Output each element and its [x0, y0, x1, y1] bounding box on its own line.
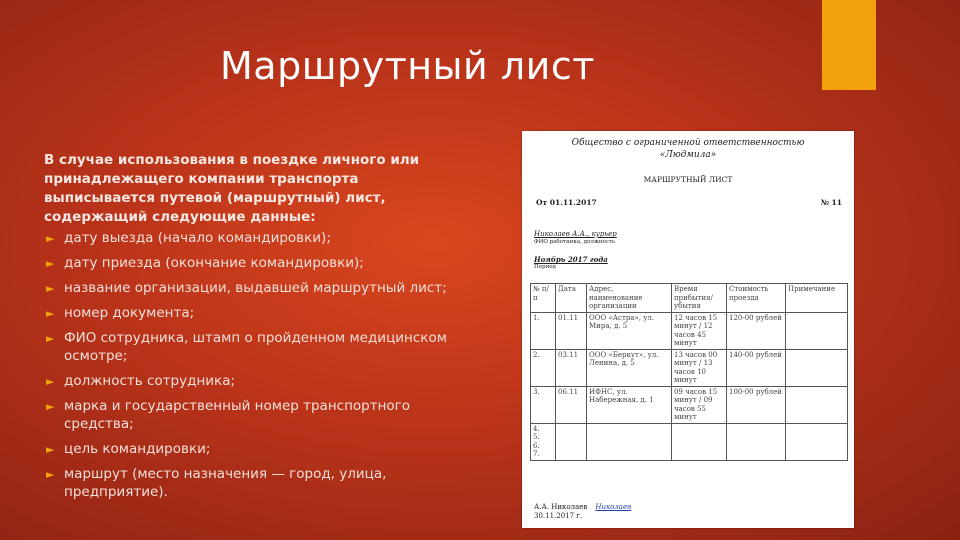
table-cell [587, 423, 672, 460]
table-cell: 06.11 [556, 386, 587, 423]
column-header: Время прибытия/ убытия [672, 284, 727, 313]
table-cell: 09 часов 15 минут / 09 часов 55 минут [672, 386, 727, 423]
column-header: Стоимость проезда [727, 284, 786, 313]
sign-date: 30.11.2017 г. [534, 512, 583, 520]
list-item: ► номер документа; [46, 305, 195, 321]
route-table [530, 283, 848, 461]
table-row [531, 312, 848, 349]
table-cell: 01.11 [556, 312, 587, 349]
list-item: ► дату выезда (начало командировки); [46, 230, 331, 246]
table-cell: 03.11 [556, 349, 587, 386]
signer-name: А.А. Николаев [534, 503, 588, 511]
arrow-bullet-icon: ► [46, 332, 55, 345]
table-row [531, 386, 848, 423]
list-item: ► цель командировки; [46, 441, 211, 457]
table-cell [786, 423, 848, 460]
table-cell: 140-00 рублей [727, 349, 786, 386]
arrow-bullet-icon: ► [46, 375, 55, 388]
table-cell: 3. [531, 386, 556, 423]
document-date: От 01.11.2017 [536, 198, 597, 207]
table-row [531, 349, 848, 386]
arrow-bullet-icon: ► [46, 468, 55, 481]
table-cell: ООО «Астра», ул. Мира, д. 5 [587, 312, 672, 349]
list-item: ► дату приезда (окончание командировки); [46, 255, 364, 271]
table-cell [556, 423, 587, 460]
arrow-bullet-icon: ► [46, 257, 55, 270]
list-item: ► маршрут (место назначения — город, улица, предприятие). [46, 466, 387, 500]
route-sheet-document [522, 131, 854, 528]
table-cell: ИФНС, ул. Набережная, д. 1 [587, 386, 672, 423]
period-caption: Период [534, 264, 556, 270]
period-value: Ноябрь 2017 года [534, 255, 608, 264]
arrow-bullet-icon: ► [46, 400, 55, 413]
table-cell: 12 часов 15 минут / 12 часов 45 минут [672, 312, 727, 349]
intro-text: В случае использования в поездке личного или принадлежащего компании транспорта выписывается путевой (маршрутный) лист, содержащий следующие данные: [44, 152, 420, 225]
table-cell [786, 312, 848, 349]
list-item: ► название организации, выдавшей маршрутный лист; [46, 280, 447, 296]
document-title: МАРШРУТНЫЙ ЛИСТ [643, 175, 733, 184]
table-cell [672, 423, 727, 460]
column-header: Дата [556, 284, 587, 313]
table-cell [727, 423, 786, 460]
table-cell: 1. [531, 312, 556, 349]
table-cell: 13 часов 00 минут / 13 часов 10 минут [672, 349, 727, 386]
signature: Николаев [595, 503, 632, 511]
document-number: № 11 [820, 198, 842, 207]
column-header: № п/п [531, 284, 556, 313]
table-cell: 100-00 рублей [727, 386, 786, 423]
table-cell [786, 349, 848, 386]
column-header: Примечание [786, 284, 848, 313]
employee-name: Николаев А.А., курьер [534, 230, 617, 238]
arrow-bullet-icon: ► [46, 282, 55, 295]
list-item: ► должность сотрудника; [46, 373, 236, 389]
table-cell: 120-00 рублей [727, 312, 786, 349]
accent-bar [822, 0, 876, 90]
org-name: Общество с ограниченной ответственностью «Людмила» [571, 138, 805, 160]
bullet-list [44, 229, 464, 508]
table-header-row [531, 284, 848, 313]
column-header: Адрес, наименование организации [587, 284, 672, 313]
table-cell: 2. [531, 349, 556, 386]
arrow-bullet-icon: ► [46, 307, 55, 320]
signature-block [534, 503, 631, 521]
slide-title: Маршрутный лист [220, 44, 595, 88]
arrow-bullet-icon: ► [46, 443, 55, 456]
table-cell [786, 386, 848, 423]
list-item: ► марка и государственный номер транспортного средства; [46, 398, 411, 432]
arrow-bullet-icon: ► [46, 232, 55, 245]
table-cell: ООО «Беркут», ул. Ленина, д. 5 [587, 349, 672, 386]
list-item: ► ФИО сотрудника, штамп о пройденном медицинском осмотре; [46, 330, 447, 364]
employee-caption: ФИО работника, должность [534, 239, 615, 245]
table-cell: 4. 5. 6. 7. [531, 423, 556, 460]
table-row [531, 423, 848, 460]
